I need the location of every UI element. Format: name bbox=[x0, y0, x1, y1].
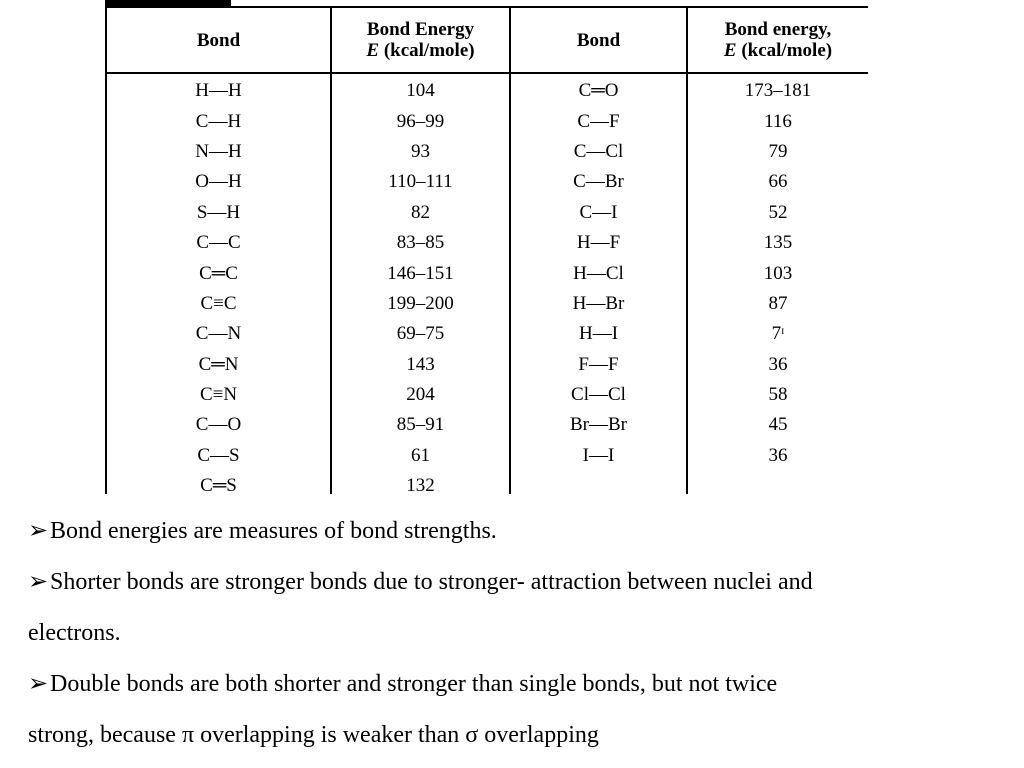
cell-bond-left: C—N bbox=[106, 319, 331, 349]
cell-bond-left: C—O bbox=[106, 410, 331, 440]
cell-energy-left: 143 bbox=[331, 350, 510, 380]
table-row bbox=[106, 319, 868, 349]
cell-energy-left: 104 bbox=[331, 73, 510, 106]
cell-bond-left: C—H bbox=[106, 106, 331, 136]
cell-energy-left: 69–75 bbox=[331, 319, 510, 349]
bullet-item-3: ➢Double bonds are both shorter and stronger than single bonds, but not twice bbox=[28, 659, 971, 710]
cell-energy-right: 87 bbox=[687, 289, 868, 319]
cell-bond-left: O—H bbox=[106, 167, 331, 197]
table-row bbox=[106, 289, 868, 319]
cell-energy-right: 45 bbox=[687, 410, 868, 440]
cell-bond-left: C≡C bbox=[106, 289, 331, 319]
table-row bbox=[106, 441, 868, 471]
cell-energy-right: 79 bbox=[687, 137, 868, 167]
bullet-item-1: ➢Bond energies are measures of bond strengths. bbox=[28, 506, 971, 557]
cell-bond-left: C—S bbox=[106, 441, 331, 471]
cell-energy-left: 83–85 bbox=[331, 228, 510, 258]
cell-energy-left: 96–99 bbox=[331, 106, 510, 136]
cell-bond-left: C≡N bbox=[106, 380, 331, 410]
cell-bond-right: H—I bbox=[510, 319, 687, 349]
table-row bbox=[106, 73, 868, 106]
bullet-item-2: ➢Shorter bonds are stronger bonds due to stronger- attraction between nuclei and bbox=[28, 557, 971, 608]
header-bond-right: Bond bbox=[510, 7, 687, 73]
bond-energy-table-container bbox=[105, 0, 868, 494]
cell-bond-left: C═C bbox=[106, 258, 331, 288]
bullet-list bbox=[28, 506, 971, 761]
cell-energy-left: 199–200 bbox=[331, 289, 510, 319]
header-energy-left: Bond Energy E (kcal/mole) bbox=[331, 7, 510, 73]
cell-bond-left: N—H bbox=[106, 137, 331, 167]
table-row bbox=[106, 228, 868, 258]
cell-energy-right: 58 bbox=[687, 380, 868, 410]
table-row bbox=[106, 258, 868, 288]
cell-energy-left: 132 bbox=[331, 471, 510, 494]
table-row bbox=[106, 167, 868, 197]
table-row bbox=[106, 471, 868, 494]
table-row bbox=[106, 106, 868, 136]
bullet-item-3-continuation: strong, because π overlapping is weaker than σ overlapping bbox=[28, 722, 599, 748]
table-row bbox=[106, 380, 868, 410]
cell-bond-right: C—F bbox=[510, 106, 687, 136]
cell-bond-right: H—F bbox=[510, 228, 687, 258]
cell-bond-left: C═S bbox=[106, 471, 331, 494]
arrow-bullet-icon: ➢ bbox=[28, 569, 49, 595]
cell-bond-left: C—C bbox=[106, 228, 331, 258]
cell-bond-left: C═N bbox=[106, 350, 331, 380]
cell-energy-right: 52 bbox=[687, 198, 868, 228]
cell-bond-right: Cl—Cl bbox=[510, 380, 687, 410]
cell-energy-right bbox=[687, 471, 868, 494]
cell-bond-right: Br—Br bbox=[510, 410, 687, 440]
cell-energy-left: 82 bbox=[331, 198, 510, 228]
cell-energy-right: 7ᶦ bbox=[687, 319, 868, 349]
cell-bond-right bbox=[510, 471, 687, 494]
table-row bbox=[106, 137, 868, 167]
cell-energy-left: 85–91 bbox=[331, 410, 510, 440]
cell-bond-right: C—I bbox=[510, 198, 687, 228]
cell-energy-left: 61 bbox=[331, 441, 510, 471]
cell-energy-left: 93 bbox=[331, 137, 510, 167]
header-bond-left: Bond bbox=[106, 7, 331, 73]
table-row bbox=[106, 410, 868, 440]
cell-energy-right: 66 bbox=[687, 167, 868, 197]
cell-bond-right: I—I bbox=[510, 441, 687, 471]
header-energy-right: Bond energy, E (kcal/mole) bbox=[687, 7, 868, 73]
cell-bond-right: F—F bbox=[510, 350, 687, 380]
bond-energy-table bbox=[105, 6, 868, 494]
table-header-row bbox=[106, 7, 868, 73]
arrow-bullet-icon: ➢ bbox=[28, 518, 49, 544]
table-row bbox=[106, 350, 868, 380]
cell-energy-right: 116 bbox=[687, 106, 868, 136]
cell-energy-left: 204 bbox=[331, 380, 510, 410]
cell-energy-right: 36 bbox=[687, 350, 868, 380]
cell-energy-right: 36 bbox=[687, 441, 868, 471]
cell-bond-right: C—Br bbox=[510, 167, 687, 197]
arrow-bullet-icon: ➢ bbox=[28, 671, 49, 697]
cell-energy-right: 103 bbox=[687, 258, 868, 288]
cell-bond-right: C—Cl bbox=[510, 137, 687, 167]
table-row bbox=[106, 198, 868, 228]
cell-bond-left: H—H bbox=[106, 73, 331, 106]
cell-bond-right: H—Cl bbox=[510, 258, 687, 288]
cell-energy-left: 146–151 bbox=[331, 258, 510, 288]
cell-bond-right: H—Br bbox=[510, 289, 687, 319]
cell-energy-right: 173–181 bbox=[687, 73, 868, 106]
cell-energy-right: 135 bbox=[687, 228, 868, 258]
cell-energy-left: 110–111 bbox=[331, 167, 510, 197]
bullet-item-2-continuation: electrons. bbox=[28, 620, 121, 646]
cell-bond-left: S—H bbox=[106, 198, 331, 228]
table-body bbox=[106, 73, 868, 494]
cell-bond-right: C═O bbox=[510, 73, 687, 106]
